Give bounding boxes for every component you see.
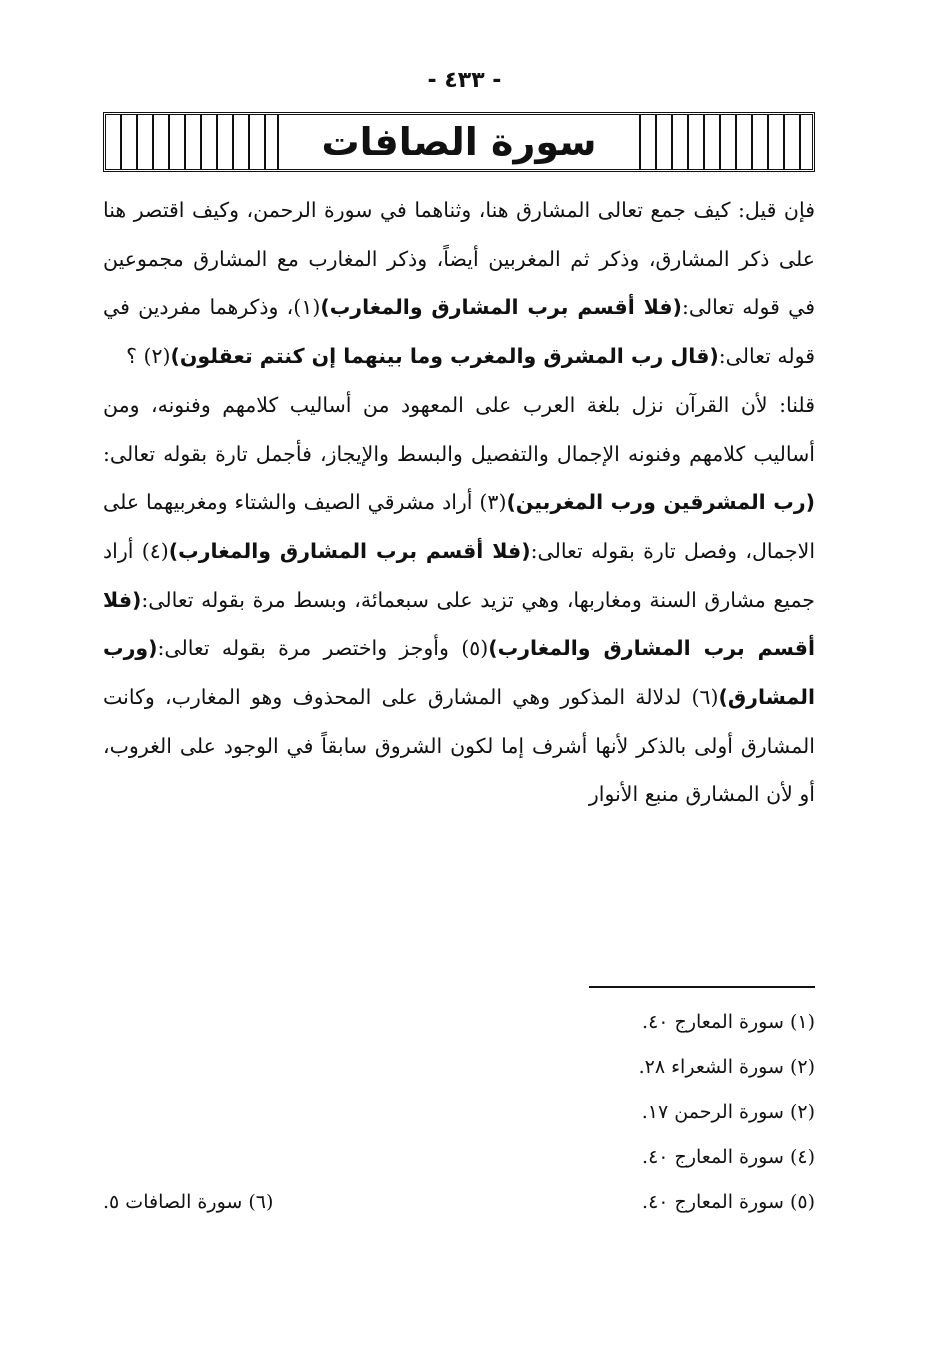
footnote-6: (٦) سورة الصافات ٥. xyxy=(103,1191,274,1213)
quran-verse: (فلا أقسم برب المشارق والمغارب) xyxy=(103,587,815,661)
quran-verse: (قال رب المشرق والمغرب وما بينهما إن كنتم تعقلون) xyxy=(170,344,719,369)
banner-hatch-left xyxy=(106,115,277,169)
banner-hatch-right xyxy=(641,115,812,169)
question-text: فإن قيل: كيف جمع تعالى المشارق هنا، وثناهما في سورة الرحمن، وكيف اقتصر هنا على ذكر المشارق، وذكر ثم المغربين أيضاً، وذكر المغارب مع المشارق مجموعين في قوله تعالى: xyxy=(103,198,815,320)
quran-verse: (رب المشرقين ورب المغربين) xyxy=(506,490,815,515)
quran-verse: (فلا أقسم برب المشارق والمغارب) xyxy=(320,295,682,320)
quran-verse: (فلا أقسم برب المشارق والمغارب) xyxy=(168,538,531,563)
question-text-cont: (١)، وذكرهما مفردين في قوله تعالى: xyxy=(103,295,815,369)
body-text xyxy=(103,186,815,819)
answer-text: (٦) لدلالة المذكور وهي المشارق على المحذوف وهو المغارب، وكانت المشارق أولى بالذكر لأنها أشرف إما لكون الشروق سابقاً في الوجود على الغروب، أو لأن المشارق منبع الأنوار xyxy=(103,685,815,807)
quran-verse: (ورب المشارق) xyxy=(103,636,815,710)
footnote-ref: (٢) ؟ xyxy=(126,344,171,369)
footnote-2: (٢) سورة الشعراء ٢٨. xyxy=(638,1056,815,1078)
answer-text: قلنا: لأن القرآن نزل بلغة العرب على المعهود من أساليب كلامهم وفنونه، ومن أساليب كلامهم وفنونه الإجمال والتفصيل والبسط والإيجاز، فأجمل تارة بقوله تعالى: xyxy=(103,392,815,466)
answer-text: (٥) وأوجز واختصر مرة بقوله تعالى: xyxy=(157,636,489,661)
page-number: - ٤٣٣ - xyxy=(427,68,502,93)
footnotes xyxy=(103,1000,815,1225)
question-paragraph xyxy=(103,186,815,381)
answer-text: (٣) أراد مشرقي الصيف والشتاء ومغربيهما على الاجمال، وفصل تارة بقوله تعالى: xyxy=(103,490,816,563)
surah-title-banner xyxy=(103,112,815,172)
footnote-row-last xyxy=(103,1180,815,1225)
answer-paragraph xyxy=(103,381,815,819)
footnote-3: (٢) سورة الرحمن ١٧. xyxy=(641,1101,815,1123)
footnote-4: (٤) سورة المعارج ٤٠. xyxy=(642,1146,815,1168)
footnote-divider xyxy=(589,986,815,988)
answer-text: (٤) أراد جميع مشارق السنة ومغاربها، وهي تزيد على سبعمائة، وبسط مرة بقوله تعالى: xyxy=(103,538,815,612)
footnote-5: (٥) سورة المعارج ٤٠. xyxy=(642,1191,815,1213)
surah-title: سورة الصافات xyxy=(277,115,641,169)
footnote-1: (١) سورة المعارج ٤٠. xyxy=(642,1011,815,1033)
